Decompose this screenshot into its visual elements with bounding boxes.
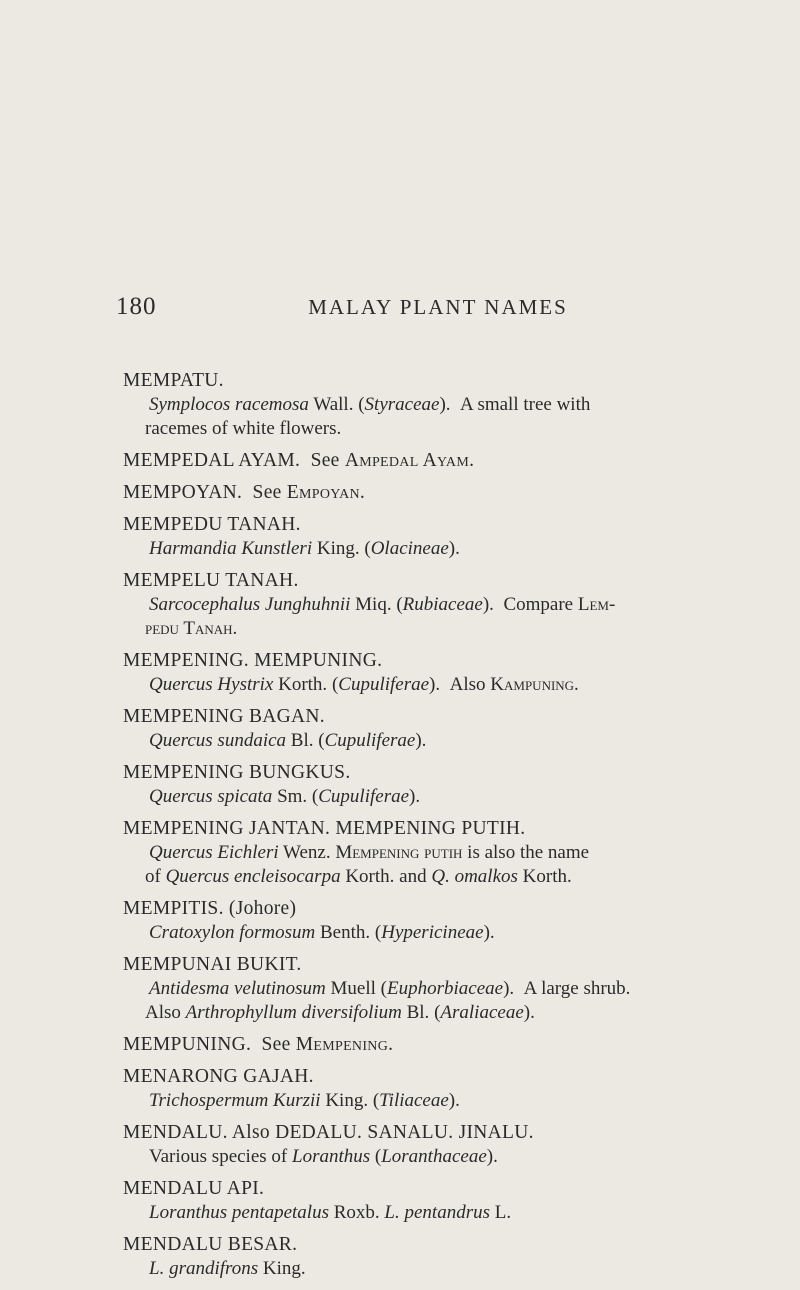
species-name: Harmandia Kunstleri — [149, 538, 313, 559]
entry-definition: Trichospermum Kurzii King. (Tiliaceae). — [149, 1090, 460, 1111]
species-name: Trichospermum Kurzii — [149, 1090, 321, 1111]
family-name: Cupuliferae — [324, 730, 416, 751]
entry-definition-continued: Also Arthrophyllum diversifolium Bl. (Araliaceae). — [145, 1002, 535, 1023]
entry-definition: Sarcocephalus Junghuhnii Miq. (Rubiaceae). Compare Lem- — [149, 594, 616, 615]
cross-reference: Empoyan. — [286, 482, 366, 503]
authority: Wenz. — [283, 842, 331, 863]
authority: L. — [494, 1202, 512, 1223]
also-label: Also — [145, 1002, 181, 1023]
entry-headword: MENDALU BESAR. — [123, 1234, 298, 1255]
family-name: Euphorbiaceae — [387, 978, 504, 999]
entry — [123, 1177, 733, 1225]
authority: Muell — [330, 978, 376, 999]
family-name: Olacineae — [370, 538, 449, 559]
species-name: Cratoxylon formosum — [149, 922, 316, 943]
authority: King. — [262, 1258, 306, 1279]
page-number: 180 — [116, 293, 157, 320]
species-name: Symplocos racemosa — [149, 394, 309, 415]
entry-headword — [123, 481, 733, 505]
entry-definition-continued: racemes of white flowers. — [145, 418, 342, 439]
see-label: See — [261, 1034, 291, 1055]
entry-headword: MENDALU API. — [123, 1178, 265, 1199]
authority: Korth. — [278, 674, 328, 695]
entry-headword: MENDALU. Also DEDALU. SANALU. JINALU. — [123, 1122, 534, 1143]
species-name: Quercus Eichleri — [149, 842, 279, 863]
entry-headword — [123, 1033, 733, 1057]
species-name: Antidesma velutinosum — [149, 978, 326, 999]
authority: Korth. and — [345, 866, 427, 887]
authority: Wall. — [313, 394, 354, 415]
entry-headword — [123, 449, 733, 473]
entry-headword: MEMPEDU TANAH. — [123, 514, 301, 535]
species-name: Quercus Hystrix — [149, 674, 274, 695]
authority: King. — [316, 538, 360, 559]
species-name: Quercus encleisocarpa — [165, 866, 341, 887]
authority: Roxb. — [333, 1202, 380, 1223]
species-name: Arthrophyllum diversifolium — [185, 1002, 402, 1023]
family-name: Loranthaceae — [381, 1146, 487, 1167]
entry-definition — [123, 841, 733, 865]
entry-definition: Harmandia Kunstleri King. (Olacineae). — [149, 538, 460, 559]
entry — [123, 705, 733, 753]
entry — [123, 1233, 733, 1281]
entry — [123, 1065, 733, 1113]
family-name: Araliaceae — [440, 1002, 524, 1023]
authority: Sm. — [277, 786, 308, 807]
entry-definition-continued — [123, 865, 733, 889]
family-name: Styraceae — [364, 394, 440, 415]
running-title: MALAY PLANT NAMES — [308, 295, 568, 319]
entry-definition — [123, 1257, 733, 1281]
authority: Benth. — [320, 922, 371, 943]
entry-headword: MEMPENING. MEMPUNING. — [123, 650, 383, 671]
entry — [123, 897, 733, 945]
cross-reference-continued: pedu Tanah. — [145, 618, 238, 639]
of-label: of — [145, 866, 161, 887]
see-label: See — [310, 450, 340, 471]
entry — [123, 569, 733, 641]
description: Various species of — [149, 1146, 288, 1167]
cross-reference: Ampedal Ayam. — [344, 450, 475, 471]
entry-headword: MEMPELU TANAH. — [123, 570, 299, 591]
species-name: L. grandifrons — [149, 1258, 259, 1279]
species-name: Sarcocephalus Junghuhnii — [149, 594, 351, 615]
entry-definition — [123, 1201, 733, 1225]
species-name: Loranthus — [292, 1146, 371, 1167]
species-name: Q. omalkos — [431, 866, 518, 887]
also-label: Also — [449, 674, 486, 695]
family-name: Hypericineae — [381, 922, 484, 943]
authority: Korth. — [522, 866, 572, 887]
entry-definition: Antidesma velutinosum Muell (Euphorbiaceae). A large shrub. — [149, 978, 631, 999]
entry-headword: MEMPATU. — [123, 370, 224, 391]
entry-definition: Symplocos racemosa Wall. (Styraceae). A small tree with — [149, 394, 591, 415]
entry-headword: MEMPUNAI BUKIT. — [123, 954, 302, 975]
entry-headword: MEMPITIS. (Johore) — [123, 898, 297, 919]
cross-reference: Lem- — [577, 594, 616, 615]
description: A large shrub. — [523, 978, 631, 999]
headword-text: MEMPOYAN. — [123, 482, 243, 503]
family-name: Cupuliferae — [318, 786, 410, 807]
authority: King. — [325, 1090, 369, 1111]
entry — [123, 1121, 733, 1169]
entry — [123, 817, 733, 889]
entry-definition: Quercus Hystrix Korth. (Cupuliferae). Also Kampuning. — [149, 674, 579, 695]
entry-headword: MEMPENING JANTAN. MEMPENING PUTIH. — [123, 818, 526, 839]
entry — [123, 1033, 733, 1057]
species-name: Quercus sundaica — [149, 730, 287, 751]
entry — [123, 481, 733, 505]
entry — [123, 449, 733, 473]
entry-list — [123, 369, 733, 1289]
species-name: Quercus spicata — [149, 786, 273, 807]
entry — [123, 369, 733, 441]
family-name: Rubiaceae — [402, 594, 483, 615]
entry — [123, 649, 733, 697]
entry — [123, 953, 733, 1025]
authority: Bl. — [406, 1002, 430, 1023]
entry-headword: MENARONG GAJAH. — [123, 1066, 314, 1087]
entry-definition: Quercus sundaica Bl. (Cupuliferae). — [149, 730, 427, 751]
species-name: Loranthus pentapetalus — [149, 1202, 329, 1223]
cross-reference: Mempening putih — [335, 842, 463, 863]
entry-definition: Quercus spicata Sm. (Cupuliferae). — [149, 786, 421, 807]
headword-text: MEMPUNING. — [123, 1034, 252, 1055]
cross-reference: Kampuning. — [490, 674, 579, 695]
entry-headword: MEMPENING BAGAN. — [123, 706, 325, 727]
headword-text: MEMPEDAL AYAM. — [123, 450, 301, 471]
entry — [123, 513, 733, 561]
authority: Miq. — [355, 594, 392, 615]
entry-definition: Cratoxylon formosum Benth. (Hypericineae). — [149, 922, 495, 943]
family-name: Tiliaceae — [379, 1090, 449, 1111]
entry — [123, 761, 733, 809]
cross-reference: Mempening. — [295, 1034, 394, 1055]
authority: Bl. — [290, 730, 314, 751]
entry-headword: MEMPENING BUNGKUS. — [123, 762, 351, 783]
see-label: See — [252, 482, 282, 503]
description: A small tree with — [460, 394, 591, 415]
running-head — [116, 293, 720, 323]
family-name: Cupuliferae — [338, 674, 430, 695]
description: is also the name — [467, 842, 590, 863]
entry-definition: Various species of Loranthus (Loranthaceae). — [149, 1146, 498, 1167]
species-name: L. pentandrus — [384, 1202, 490, 1223]
compare-label: Compare — [503, 594, 574, 615]
